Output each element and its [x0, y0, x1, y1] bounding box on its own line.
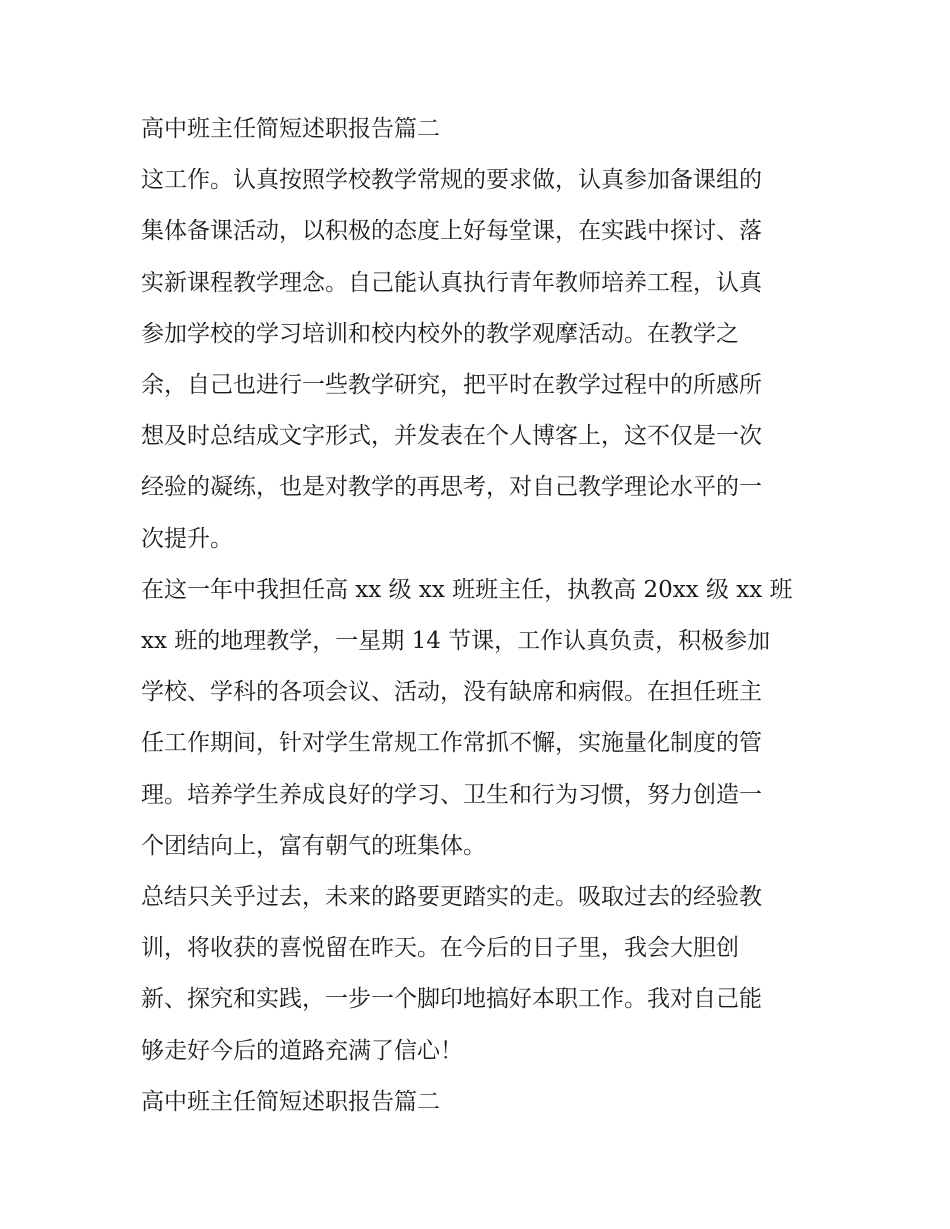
paragraph-line: xx 班的地理教学，一星期 14 节课，工作认真负责，积极参加 — [141, 628, 771, 655]
paragraph-line: 个团结向上，富有朝气的班集体。 — [141, 832, 486, 859]
paragraph-line: 余，自己也进行一些教学研究，把平时在教学过程中的所感所 — [141, 372, 762, 399]
section-heading-bottom: 高中班主任简短述职报告篇二 — [141, 1088, 440, 1115]
paragraph-line: 次提升。 — [141, 525, 233, 552]
paragraph-line: 理。培养学生养成良好的学习、卫生和行为习惯，努力创造一 — [141, 781, 762, 808]
section-heading-top: 高中班主任简短述职报告篇二 — [141, 116, 440, 142]
paragraph-line: 训，将收获的喜悦留在昨天。在今后的日子里，我会大胆创 — [141, 935, 739, 962]
document-body — [141, 104, 813, 1128]
paragraph-line: 集体备课活动，以积极的态度上好每堂课，在实践中探讨、落 — [141, 218, 762, 245]
paragraph-line: 新、探究和实践，一步一个脚印地搞好本职工作。我对自己能 — [141, 986, 762, 1013]
paragraph-line: 这工作。认真按照学校教学常规的要求做，认真参加备课组的 — [141, 167, 762, 194]
paragraph-class-teacher — [141, 565, 813, 872]
paragraph-line: 总结只关乎过去，未来的路要更踏实的走。吸取过去的经验教 — [141, 884, 762, 911]
paragraph-summary — [141, 872, 813, 1077]
paragraph-line: 参加学校的学习培训和校内校外的教学观摩活动。在教学之 — [141, 320, 739, 347]
paragraph-line: 够走好今后的道路充满了信心！ — [141, 1037, 463, 1064]
paragraph-line: 在这一年中我担任高 xx 级 xx 班班主任，执教高 20xx 级 xx 班 — [141, 576, 793, 603]
paragraph-line: 想及时总结成文字形式，并发表在个人博客上，这不仅是一次 — [141, 423, 762, 450]
paragraph-teaching — [141, 155, 813, 565]
paragraph-line: 经验的凝练，也是对教学的再思考，对自己教学理论水平的一 — [141, 474, 762, 501]
paragraph-line: 学校、学科的各项会议、活动，没有缺席和病假。在担任班主 — [141, 679, 762, 706]
paragraph-line: 实新课程教学理念。自己能认真执行青年教师培养工程，认真 — [141, 269, 762, 296]
paragraph-line: 任工作期间，针对学生常规工作常抓不懈，实施量化制度的管 — [141, 730, 762, 757]
